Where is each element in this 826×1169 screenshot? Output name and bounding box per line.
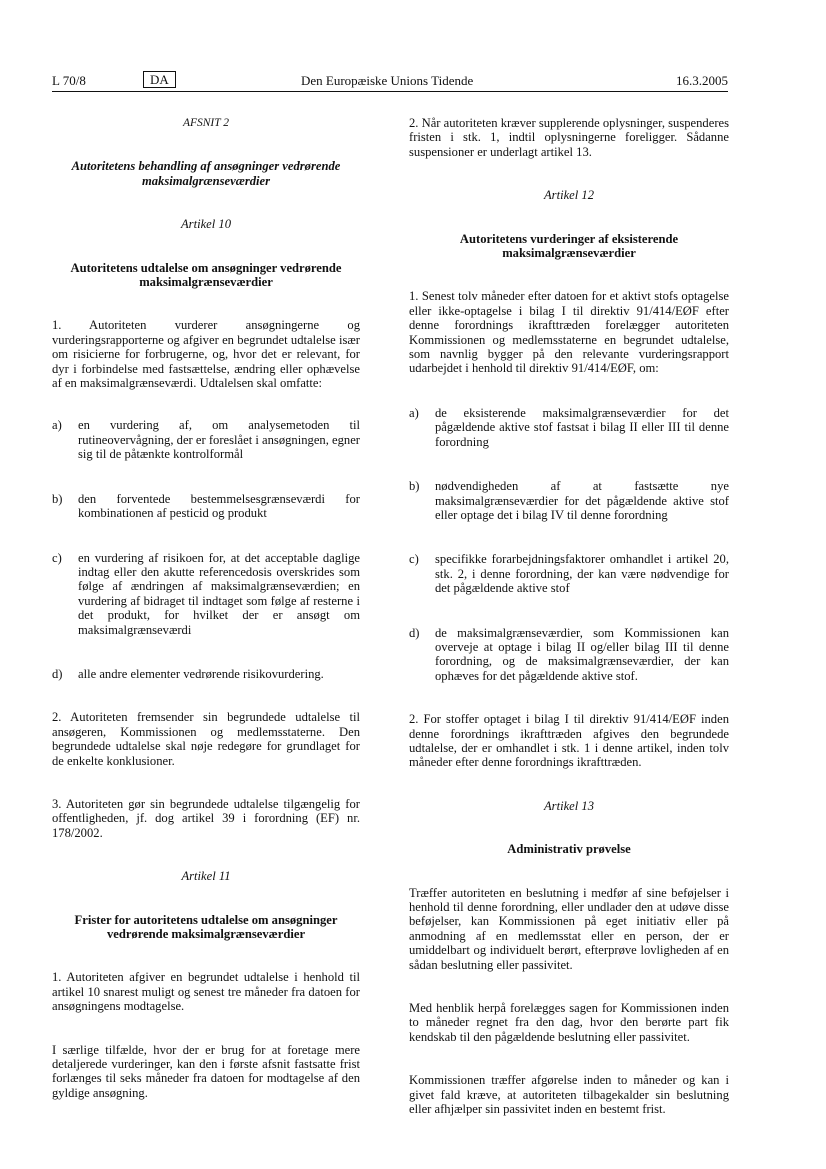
list-item [52, 551, 360, 637]
article-12-label: Artikel 12 [543, 188, 594, 203]
article-12-title: Autoritetens vurderinger af eksisterende maksimalgrænseværdier [459, 231, 679, 261]
list-item-label: d) [52, 666, 63, 681]
list-item-text: en vurdering af risikoen for, at det acceptable daglige indtag eller den akutte referencedosis overskrides som følge af ændringen af maksimalgrænseværdien; en vurdering af bidraget til indtaget som følge af resterne i det produkt, for hvilket der er ansøgt om maksimalgrænseværdi [78, 550, 360, 637]
list-item-label: b) [52, 491, 63, 506]
list-item-text: nødvendigheden af at fastsætte nye maksimalgrænseværdier for det pågældende aktive stof eller optage det i bilag IV til denne forordning [435, 479, 729, 522]
article-11-paragraph-2: I særlige tilfælde, hvor der er brug for at foretage mere detaljerede vurderinger, kan den i første afsnit fastsatte frist forlænges til seks måneder fra datoen for modtagelse af den gyldige ansøgning. [52, 1042, 360, 1100]
page-reference: L 70/8 [52, 73, 86, 88]
article-11-label: Artikel 11 [181, 869, 231, 884]
list-item-text: specifikke forarbejdningsfaktorer omhandlet i artikel 20, stk. 2, i denne forordning, der kan være nødvendige for det pågældende aktive stof [435, 552, 729, 596]
article-13-title: Administrativ prøvelse [507, 842, 631, 857]
article-11-title: Frister for autoritetens udtalelse om ansøgninger vedrørende maksimalgrænseværdier [74, 912, 338, 941]
list-item-label: b) [409, 479, 420, 494]
list-item [52, 667, 360, 681]
list-item [52, 492, 360, 521]
publication-date: 16.3.2005 [676, 73, 728, 88]
list-item [409, 552, 729, 595]
list-item [409, 626, 729, 684]
article-11-paragraph-1: 1. Autoriteten afgiver en begrundet udtalelse i henhold til artikel 10 snarest muligt og senest tre måneder fra datoen for ansøgningens modtagelse. [52, 970, 360, 1014]
list-item-text: de eksisterende maksimalgrænseværdier for det pågældende aktive stof fastsat i bilag II eller III til denne forordning [435, 405, 729, 449]
left-column [52, 116, 360, 1100]
list-item-label: c) [52, 550, 62, 565]
list-item-text: de maksimalgrænseværdier, som Kommissionen kan overveje at optage i bilag II og/eller bilag III til denne forordning, og de maksimalgrænseværdier, der kan ophæves for det pågældende aktive stof. [435, 625, 729, 683]
journal-title: Den Europæiske Unions Tidende [301, 73, 474, 88]
article-12-paragraph-2: 2. For stoffer optaget i bilag I til direktiv 91/414/EØF inden denne forordnings ikrafttræden afgives den begrundede udtalelse, der er omhandlet i stk. 1 i denne artikel, inden tolv måneder efter denne forordnings ikrafttræden. [409, 712, 729, 770]
article-10-paragraph-3: 3. Autoriteten gør sin begrundede udtalelse tilgængelig for offentligheden, jf. dog artikel 39 i forordning (EF) nr. 178/2002. [52, 796, 360, 840]
list-item-text: en vurdering af, om analysemetoden til rutineovervågning, der er foreslået i ansøgningen, egner sig til de påtænkte kontrolformål [78, 418, 360, 462]
article-11-paragraph-3: 2. Når autoriteten kræver supplerende oplysninger, suspenderes fristen i stk. 1, indtil oplysningerne foreligger. Sådanne suspensioner er underlagt artikel 13. [409, 116, 729, 159]
article-10-label: Artikel 10 [180, 217, 231, 232]
section-title: Autoritetens behandling af ansøgninger vedrørende maksimalgrænseværdier [71, 159, 341, 188]
article-13-paragraph-3: Kommissionen træffer afgørelse inden to måneder og kan i givet fald kræve, at autoriteten tilbagekalder sin beslutning eller afhjælper sin passivitet inden en bestemt frist. [409, 1073, 729, 1117]
section-label: AFSNIT 2 [182, 117, 230, 129]
article-13-paragraph-2: Med henblik herpå forelægges sagen for Kommissionen inden to måneder regnet fra den dag, hvor den berørte part fik kendskab til den pågældende beslutning eller passivitet. [409, 1001, 729, 1044]
article-13-paragraph-1: Træffer autoriteten en beslutning i medfør af sine beføjelser i henhold til denne forordning, eller undlader den at udøve disse beføjelser, kan Kommissionen på eget initiativ eller på anmodning af en medlemsstat eller en person, der er umiddelbart og individuelt berørt, efterprøve lovligheden af en sådan beslutning eller passivitet. [409, 885, 729, 972]
list-item-label: a) [52, 418, 62, 433]
header-rule [52, 91, 728, 92]
list-item-label: d) [409, 625, 420, 640]
language-badge: DA [143, 71, 176, 88]
list-item-label: c) [409, 552, 419, 567]
article-12-paragraph-1: 1. Senest tolv måneder efter datoen for et aktivt stofs optagelse eller ikke-optagelse i bilag I til direktiv 91/414/EØF efter denne forordnings ikrafttræden forelægger autoriteten Kommissionen og medlemsstaterne en begrundet udtalelse, som navnlig bygger på den relevante vurderingsrapport udarbejdet i henhold til direktiv 91/414/EØF, om: [409, 289, 729, 376]
right-column [409, 116, 729, 1116]
article-10-paragraph-1: 1. Autoriteten vurderer ansøgningerne og vurderingsrapporterne og afgiver en begrundet udtalelse især om risicierne for forbrugerne, og, hvor det er relevant, for dyr i forbindelse med fastsættelse, ændring eller ophævelse af en maksimalgrænseværdi. Udtalelsen skal omfatte: [52, 318, 360, 391]
list-item-label: a) [409, 405, 419, 420]
article-13-label: Artikel 13 [543, 798, 594, 813]
article-10-title: Autoritetens udtalelse om ansøgninger vedrørende maksimalgrænseværdier [70, 260, 342, 290]
list-item [409, 406, 729, 449]
list-item-text: alle andre elementer vedrørende risikovurdering. [78, 666, 324, 681]
list-item [52, 418, 360, 461]
list-item [409, 479, 729, 522]
article-10-paragraph-2: 2. Autoriteten fremsender sin begrundede udtalelse til ansøgeren, Kommissionen og medlemsstaterne. Den begrundede udtalelse skal nøje redegøre for grundlaget for de enkelte konklusioner. [52, 710, 360, 768]
list-item-text: den forventede bestemmelsesgrænseværdi for kombinationen af pesticid og produkt [78, 491, 360, 521]
